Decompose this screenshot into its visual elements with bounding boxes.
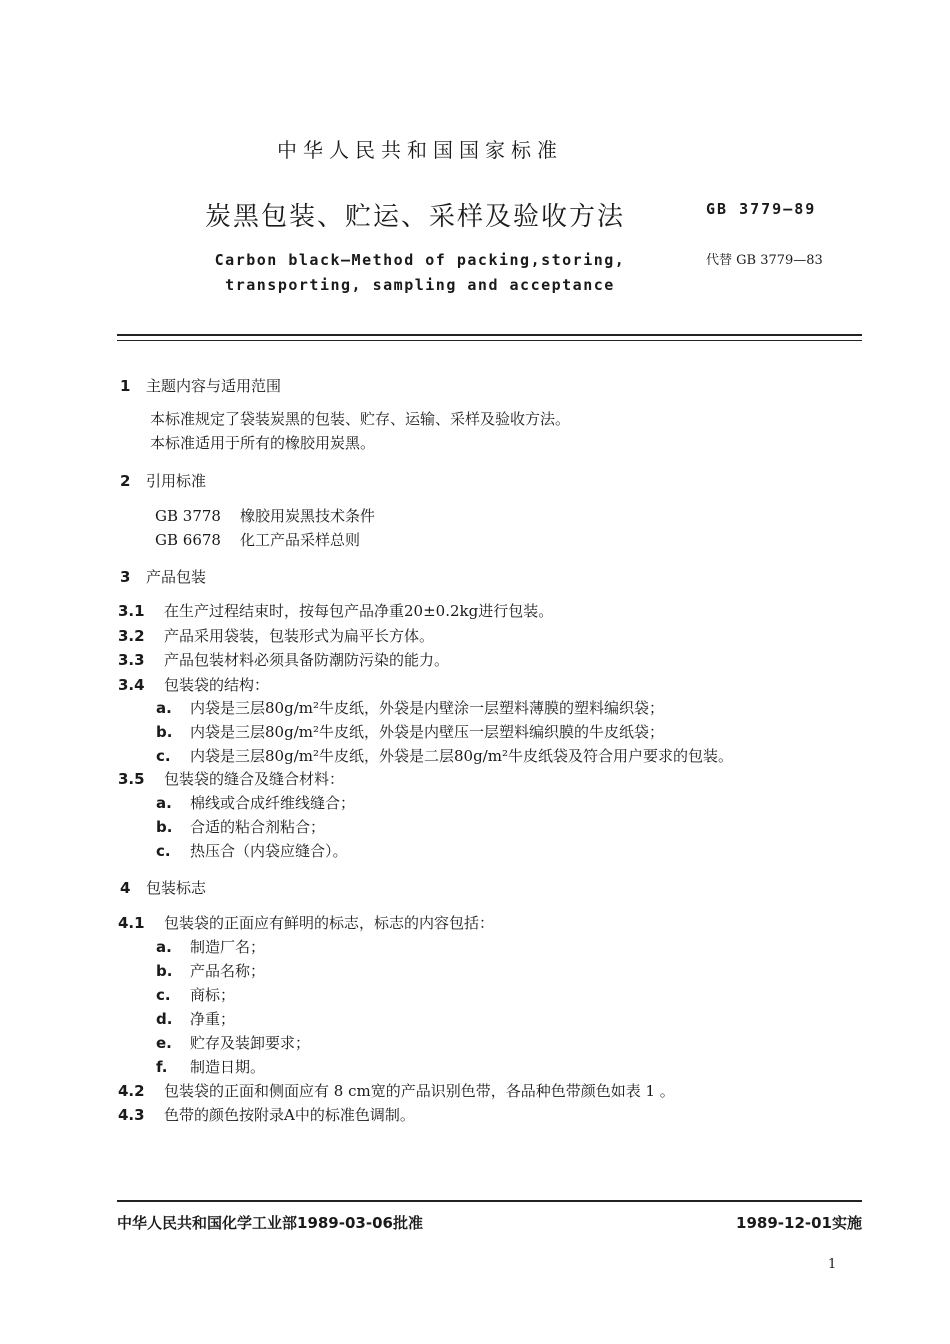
section-number: 4 (120, 879, 131, 897)
clause-number: 3.5 (118, 770, 145, 788)
section-number: 3 (120, 568, 131, 586)
sub-item-letter: e. (156, 1034, 172, 1052)
sub-item-text: 制造厂名； (190, 938, 266, 956)
sub-item (156, 984, 235, 1005)
clause-item (118, 649, 449, 670)
document-title-zh: 炭黑包装、贮运、采样及验收方法 (205, 202, 626, 232)
document-title-en-line2: transporting, sampling and acceptance (225, 276, 615, 294)
clause-text: 包装袋的正面应有鲜明的标志，标志的内容包括： (164, 914, 495, 932)
sub-item-text: 产品名称； (190, 962, 266, 980)
clause-item (118, 768, 344, 789)
sub-item-letter: b. (156, 818, 173, 836)
section-title: 产品包装 (146, 568, 207, 586)
sub-item-letter: c. (156, 747, 171, 765)
clause-item (118, 674, 269, 695)
reference-name: 橡胶用炭黑技术条件 (240, 507, 376, 525)
sub-item-letter: c. (156, 842, 171, 860)
sub-item-text: 内袋是三层80g/m²牛皮纸，外袋是内壁压一层塑料编织膜的牛皮纸袋； (190, 723, 664, 741)
sub-item-letter: a. (156, 794, 172, 812)
document-title-en-line1: Carbon black—Method of packing,storing, (214, 251, 626, 269)
reference-item (155, 529, 360, 550)
clause-item (118, 600, 553, 621)
section-number: 1 (120, 377, 131, 395)
clause-text: 产品采用袋装，包装形式为扁平长方体。 (164, 627, 435, 645)
sub-item-text: 贮存及装卸要求； (190, 1034, 311, 1052)
sub-item-text: 制造日期。 (190, 1058, 266, 1076)
sub-item (156, 1056, 265, 1077)
sub-item-text: 合适的粘合剂粘合； (190, 818, 326, 836)
reference-name: 化工产品采样总则 (240, 531, 361, 549)
section-2-heading (120, 470, 206, 491)
section-number: 2 (120, 472, 131, 490)
footer-rule (117, 1200, 862, 1202)
clause-number: 4.2 (118, 1082, 145, 1100)
sub-item-letter: a. (156, 699, 172, 717)
clause-text: 包装袋的结构： (164, 676, 270, 694)
sub-item-text: 热压合（内袋应缝合）。 (190, 842, 348, 860)
sub-item-text: 棉线或合成纤维线缝合； (190, 794, 356, 812)
clause-number: 4.3 (118, 1106, 145, 1124)
sub-item (156, 840, 348, 861)
section-4-heading (120, 877, 206, 898)
reference-item (155, 505, 375, 526)
sub-item-letter: b. (156, 962, 173, 980)
national-standard-heading: 中华人民共和国国家标准 (277, 138, 563, 162)
implementation-date: 1989-12-01实施 (736, 1214, 862, 1232)
reference-code: GB 3778 (155, 507, 221, 525)
paragraph: 本标准适用于所有的橡胶用炭黑。 (150, 434, 376, 452)
sub-item-letter: f. (156, 1058, 168, 1076)
clause-item (118, 1080, 675, 1101)
sub-item (156, 816, 325, 837)
sub-item (156, 960, 265, 981)
clause-number: 4.1 (118, 914, 145, 932)
sub-item (156, 697, 664, 718)
section-title: 包装标志 (146, 879, 207, 897)
clause-text: 在生产过程结束时，按每包产品净重20±0.2kg进行包装。 (164, 602, 554, 620)
section-3-heading (120, 566, 206, 587)
page-number: 1 (828, 1257, 837, 1272)
paragraph: 本标准规定了袋装炭黑的包装、贮存、运输、采样及验收方法。 (150, 410, 571, 428)
section-title: 主题内容与适用范围 (146, 377, 282, 395)
sub-item-letter: d. (156, 1010, 173, 1028)
reference-code: GB 6678 (155, 531, 221, 549)
clause-number: 3.3 (118, 651, 145, 669)
sub-item-text: 内袋是三层80g/m²牛皮纸，外袋是二层80g/m²牛皮纸袋及符合用户要求的包装。 (190, 747, 733, 765)
approval-line: 中华人民共和国化学工业部1989-03-06批准 (117, 1214, 423, 1232)
sub-item-text: 商标； (190, 986, 236, 1004)
sub-item-letter: c. (156, 986, 171, 1004)
sub-item (156, 1032, 310, 1053)
clause-item (118, 1104, 415, 1125)
sub-item (156, 721, 664, 742)
clause-text: 产品包装材料必须具备防潮防污染的能力。 (164, 651, 450, 669)
header-rule-top (117, 334, 862, 336)
header-rule-bottom (117, 340, 862, 341)
sub-item (156, 1008, 235, 1029)
replaces-standard: 代替 GB 3779—83 (706, 253, 823, 268)
section-1-heading (120, 375, 281, 396)
sub-item-letter: b. (156, 723, 173, 741)
clause-text: 包装袋的正面和侧面应有 8 cm宽的产品识别色带，各品种色带颜色如表 1 。 (164, 1082, 675, 1100)
clause-number: 3.4 (118, 676, 145, 694)
clause-text: 包装袋的缝合及缝合材料： (164, 770, 345, 788)
sub-item-text: 内袋是三层80g/m²牛皮纸，外袋是内壁涂一层塑料薄膜的塑料编织袋； (190, 699, 664, 717)
clause-item (118, 912, 494, 933)
sub-item (156, 792, 355, 813)
sub-item-text: 净重； (190, 1010, 236, 1028)
sub-item-letter: a. (156, 938, 172, 956)
clause-number: 3.2 (118, 627, 145, 645)
clause-item (118, 625, 434, 646)
clause-number: 3.1 (118, 602, 145, 620)
sub-item (156, 936, 265, 957)
clause-text: 色带的颜色按附录A中的标准色调制。 (164, 1106, 415, 1124)
sub-item (156, 745, 733, 766)
section-title: 引用标准 (146, 472, 207, 490)
standard-number: GB 3779—89 (706, 200, 817, 218)
